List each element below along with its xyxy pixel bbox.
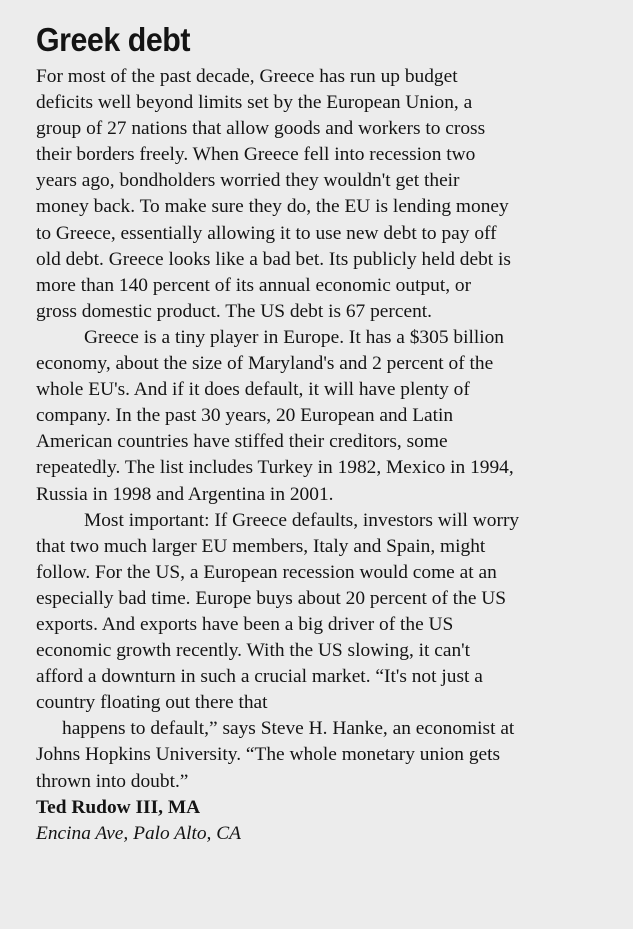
headline: Greek debt [36,21,191,58]
text-line: whole EU's. And if it does default, it will have plenty of [36,379,470,401]
text-line: money back. To make sure they do, the EU is lending money [36,196,509,218]
text-line: exports. And exports have been a big driver of the US [36,613,454,635]
text-line: Johns Hopkins University. “The whole monetary union gets [36,744,501,766]
text-line: country floating out there that [36,692,268,714]
paragraph-4 [36,716,626,794]
text-line: Greece is a tiny player in Europe. It has a $305 billion [84,326,505,348]
paragraph-2 [36,325,626,508]
text-line: Most important: If Greece defaults, investors will worry [84,509,520,531]
text-line: happens to default,” says Steve H. Hanke, an economist at [62,718,515,740]
text-line: more than 140 percent of its annual economic output, or [36,274,472,296]
text-line: old debt. Greece looks like a bad bet. Its publicly held debt is [36,248,511,270]
text-line: American countries have stiffed their creditors, some [36,431,448,453]
text-line: economic growth recently. With the US slowing, it can't [36,640,471,662]
text-line: especially bad time. Europe buys about 20 percent of the US [36,587,507,609]
paragraph-3 [36,508,626,717]
text-line: economy, about the size of Maryland's and 2 percent of the [36,353,494,375]
text-line: follow. For the US, a European recession would come at an [36,561,497,583]
text-line: their borders freely. When Greece fell into recession two [36,144,476,166]
article [36,18,626,848]
author-name: Ted Rudow III, MA [36,796,201,818]
paragraph-1 [36,64,626,325]
text-line: thrown into doubt.” [36,770,189,792]
text-line: Russia in 1998 and Argentina in 2001. [36,483,334,505]
text-line: that two much larger EU members, Italy and Spain, might [36,535,486,557]
text-line: years ago, bondholders worried they wouldn't get their [36,170,460,192]
author-location: Encina Ave, Palo Alto, CA [36,823,242,845]
text-line: repeatedly. The list includes Turkey in 1982, Mexico in 1994, [36,457,514,479]
text-line: group of 27 nations that allow goods and workers to cross [36,118,486,140]
text-line: deficits well beyond limits set by the European Union, a [36,92,473,114]
text-line: gross domestic product. The US debt is 67 percent. [36,300,433,322]
text-line: to Greece, essentially allowing it to use new debt to pay off [36,222,497,244]
text-line: afford a downturn in such a crucial market. “It's not just a [36,666,483,688]
text-line: For most of the past decade, Greece has run up budget [36,66,458,87]
signature [36,795,626,848]
text-line: company. In the past 30 years, 20 European and Latin [36,405,454,427]
